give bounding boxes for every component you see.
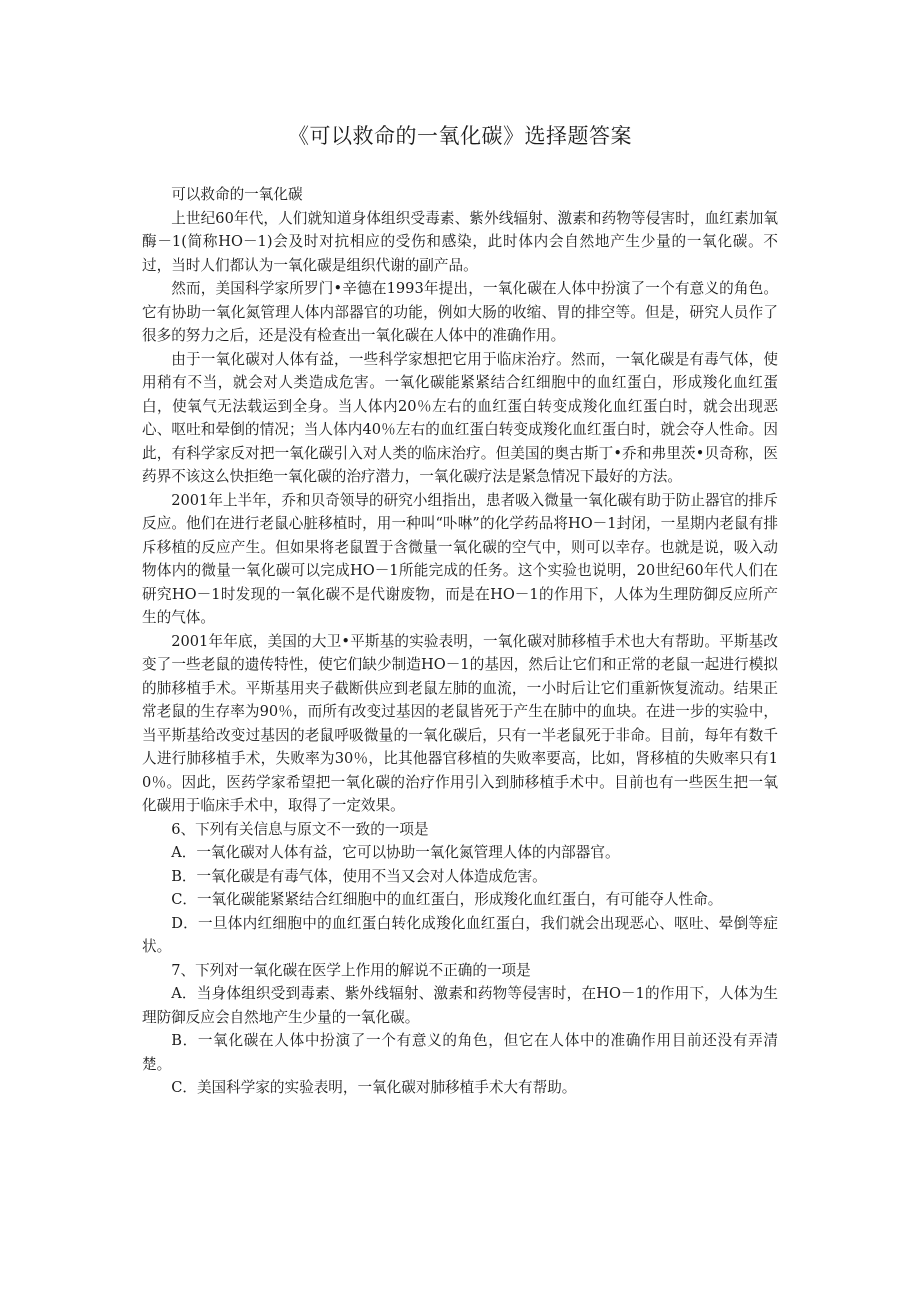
document-body	[142, 183, 778, 1100]
question-7-option-b: B．一氧化碳在人体中扮演了一个有意义的角色，但它在人体中的准确作用目前还没有弄清楚。	[142, 1032, 778, 1073]
paragraph: 2001年上半年，乔和贝奇领导的研究小组指出，患者吸入微量一氧化碳有助于防止器官的排斥反应。他们在进行老鼠心脏移植时，用一种叫“卟啉”的化学药品将HO－1封闭，一星期内老鼠有排斥移植的反应产生。但如果将老鼠置于含微量一氧化碳的空气中，则可以幸存。也就是说，吸入动物体内的微量一氧化碳可以完成HO－1所能完成的任务。这个实验也说明，20世纪60年代人们在研究HO－1时发现的一氧化碳不是代谢废物，而是在HO－1的作用下，人体为生理防御反应所产生的气体。	[142, 491, 778, 626]
question-7-option-a: A．当身体组织受到毒素、紫外线辐射、激素和药物等侵害时，在HO－1的作用下，人体为生理防御反应会自然地产生少量的一氧化碳。	[142, 985, 778, 1026]
document-title: 《可以救命的一氧化碳》选择题答案	[288, 124, 632, 148]
question-6-option-d: D．一旦体内红细胞中的血红蛋白转化成羧化血红蛋白，我们就会出现恶心、呕吐、晕倒等症状。	[142, 914, 778, 955]
question-6-option-b: B．一氧化碳是有毒气体，使用不当又会对人体造成危害。	[171, 867, 547, 885]
question-6-option-c: C．一氧化碳能紧紧结合红细胞中的血红蛋白，形成羧化血红蛋白，有可能夺人性命。	[171, 891, 723, 908]
paragraph: 上世纪60年代，人们就知道身体组织受毒素、紫外线辐射、激素和药物等侵害时，血红素加氧酶－1(简称HO－1)会及时对抗相应的受伤和感染，此时体内会自然地产生少量的一氧化碳。不过，当时人们都认为一氧化碳是组织代谢的副产品。	[142, 209, 778, 274]
question-7-option-c: C．美国科学家的实验表明，一氧化碳对肺移植手术大有帮助。	[171, 1079, 577, 1096]
question-7: 7、下列对一氧化碳在医学上作用的解说不正确的一项是	[171, 961, 531, 979]
paragraph: 2001年年底，美国的大卫•平斯基的实验表明，一氧化碳对肺移植手术也大有帮助。平斯基改变了一些老鼠的遗传特性，使它们缺少制造HO－1的基因，然后让它们和正常的老鼠一起进行模拟的肺移植手术。平斯基用夹子截断供应到老鼠左肺的血流，一小时后让它们重新恢复流动。结果正常老鼠的生存率为90％，而所有改变过基因的老鼠皆死于产生在肺中的血块。在进一步的实验中，当平斯基给改变过基因的老鼠呼吸微量的一氧化碳后，只有一半老鼠死于非命。目前，每年有数千人进行肺移植手术，失败率为30％，比其他器官移植的失败率要高，比如，肾移植的失败率只有10％。因此，医药学家希望把一氧化碳的治疗作用引入到肺移植手术中。目前也有一些医生把一氧化碳用于临床手术中，取得了一定效果。	[142, 632, 778, 814]
paragraph: 然而，美国科学家所罗门•辛德在1993年提出，一氧化碳在人体中扮演了一个有意义的角色。它有协助一氧化氮管理人体内部器官的功能，例如大肠的收缩、胃的排空等。但是，研究人员作了很多的努力之后，还是没有检查出一氧化碳在人体中的准确作用。	[142, 280, 778, 344]
paragraph: 由于一氧化碳对人体有益，一些科学家想把它用于临床治疗。然而，一氧化碳是有毒气体，使用稍有不当，就会对人类造成危害。一氧化碳能紧紧结合红细胞中的血红蛋白，形成羧化血红蛋白，使氧气无法载运到全身。当人体内20％左右的血红蛋白转变成羧化血红蛋白时，就会出现恶心、呕吐和晕倒的情况；当人体内40％左右的血红蛋白转变成羧化血红蛋白时，就会夺人性命。因此，有科学家反对把一氧化碳引入对人类的临床治疗。但美国的奥古斯丁•乔和弗里茨•贝奇称，医药界不该这么快拒绝一氧化碳的治疗潜力，一氧化碳疗法是紧急情况下最好的方法。	[142, 350, 778, 485]
article-heading: 可以救命的一氧化碳	[171, 186, 303, 203]
question-6-option-a: A．一氧化碳对人体有益，它可以协助一氧化氮管理人体的内部器官。	[171, 844, 620, 861]
question-6: 6、下列有关信息与原文不一致的一项是	[171, 820, 429, 838]
